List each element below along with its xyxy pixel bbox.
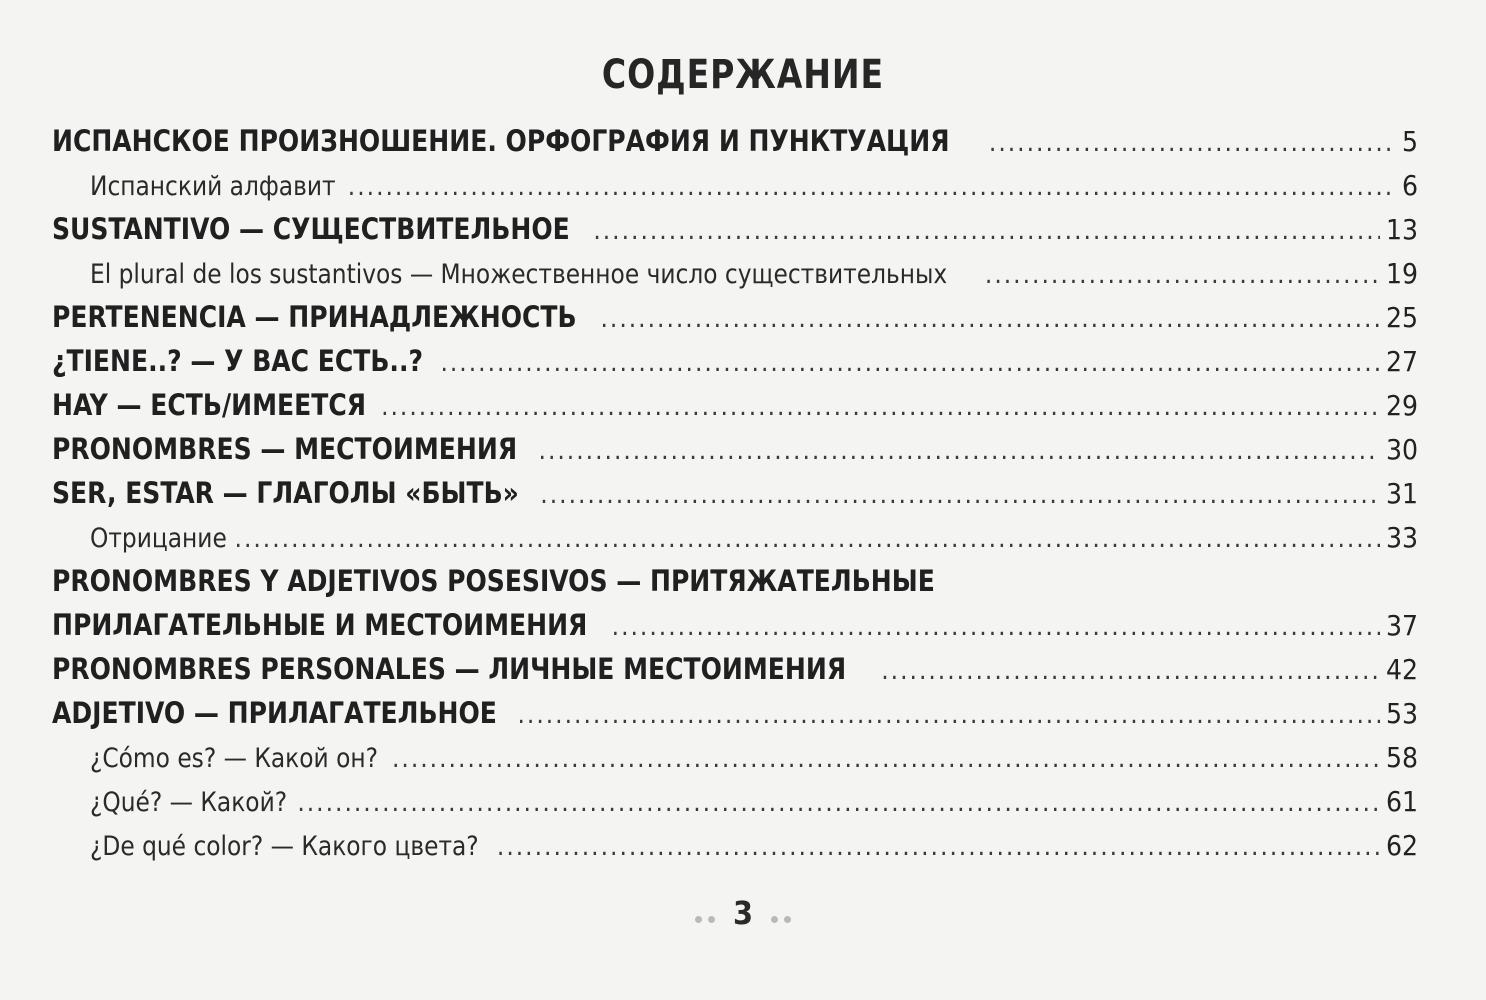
toc-entry-page: 13 bbox=[1385, 213, 1418, 246]
toc-entry-title: ПРИЛАГАТЕЛЬНЫЕ И МЕСТОИМЕНИЯ bbox=[52, 608, 588, 642]
toc-entry bbox=[0, 250, 1486, 290]
dot-leader bbox=[297, 790, 1380, 816]
toc-entry bbox=[0, 426, 1486, 466]
toc-entry-page: 29 bbox=[1385, 389, 1418, 422]
toc-entry-page: 5 bbox=[1401, 125, 1418, 158]
dot-leader bbox=[517, 702, 1379, 728]
toc-entry-title: ИСПАНСКОЕ ПРОИЗНОШЕНИЕ. ОРФОГРАФИЯ И ПУНКТУАЦИЯ bbox=[52, 124, 950, 158]
toc-entry bbox=[0, 294, 1486, 334]
toc-entry-page: 19 bbox=[1385, 257, 1418, 290]
toc-entry-page: 62 bbox=[1385, 829, 1418, 862]
dot-leader bbox=[540, 482, 1380, 508]
toc-entry-title: ¿Qué? — Какой? bbox=[90, 787, 288, 818]
dot-leader bbox=[348, 174, 1396, 200]
toc-entry-title: ¿De qué color? — Какого цвета? bbox=[90, 831, 479, 862]
toc-entry bbox=[0, 206, 1486, 246]
toc-entry-page: 53 bbox=[1385, 697, 1418, 730]
dot-leader bbox=[497, 834, 1380, 860]
toc-entry-title: El plural de los sustantivos — Множественное число существительных bbox=[90, 259, 948, 290]
toc-entry-title: PRONOMBRES Y ADJETIVOS POSESIVOS — ПРИТЯЖАТЕЛЬНЫЕ bbox=[52, 564, 935, 598]
toc-entry-title: ADJETIVO — ПРИЛАГАТЕЛЬНОЕ bbox=[52, 696, 497, 730]
toc-entry-page: 58 bbox=[1385, 741, 1418, 774]
toc-entry-title: ¿TIENE..? — У ВАС ЕСТЬ..? bbox=[52, 344, 423, 378]
toc-entry-page: 37 bbox=[1385, 609, 1418, 642]
ornament-dot bbox=[708, 916, 715, 923]
toc-entry bbox=[0, 778, 1486, 818]
toc-entry bbox=[0, 602, 1486, 642]
dot-leader bbox=[600, 306, 1379, 332]
dot-leader bbox=[539, 438, 1380, 464]
dot-leader bbox=[612, 614, 1380, 640]
toc-entry-title: PRONOMBRES PERSONALES — ЛИЧНЫЕ МЕСТОИМЕНИЯ bbox=[52, 652, 847, 686]
toc-entry-page: 27 bbox=[1385, 345, 1418, 378]
toc-entry bbox=[0, 822, 1486, 862]
ornament-dot bbox=[771, 916, 778, 923]
toc-entry-page: 61 bbox=[1385, 785, 1418, 818]
toc-entry-title: SER, ESTAR — ГЛАГОЛЫ «БЫТЬ» bbox=[52, 476, 519, 510]
toc-entry-title: PERTENENCIA — ПРИНАДЛЕЖНОСТЬ bbox=[52, 300, 577, 334]
toc-entry-title: Отрицание bbox=[90, 523, 227, 554]
toc-entry bbox=[0, 162, 1486, 202]
toc-entry-page: 25 bbox=[1385, 301, 1418, 334]
toc-entry bbox=[0, 734, 1486, 774]
toc-entry bbox=[0, 690, 1486, 730]
dot-leader bbox=[235, 526, 1380, 552]
toc-entry bbox=[0, 470, 1486, 510]
dot-leader bbox=[392, 746, 1380, 772]
dot-leader bbox=[593, 218, 1380, 244]
toc-entry bbox=[0, 514, 1486, 554]
toc-entry-page: 30 bbox=[1385, 433, 1418, 466]
toc-entry-page: 31 bbox=[1385, 477, 1418, 510]
toc-entry-page: 33 bbox=[1385, 521, 1418, 554]
ornament-dot bbox=[784, 916, 791, 923]
toc-entry bbox=[0, 118, 1486, 158]
toc-entry-title: HAY — ЕСТЬ/ИМЕЕТСЯ bbox=[52, 388, 366, 422]
toc-entry-page: 42 bbox=[1385, 653, 1418, 686]
toc-entry-title: Испанский алфавит bbox=[90, 171, 336, 202]
dot-leader bbox=[440, 350, 1380, 376]
dot-leader bbox=[985, 262, 1380, 288]
page-title: СОДЕРЖАНИЕ bbox=[601, 52, 885, 98]
toc-entry bbox=[0, 382, 1486, 422]
toc-entry bbox=[0, 646, 1486, 686]
toc-entry-title: PRONOMBRES — МЕСТОИМЕНИЯ bbox=[52, 432, 518, 466]
toc-entry-title: SUSTANTIVO — СУЩЕСТВИТЕЛЬНОЕ bbox=[52, 212, 570, 246]
dot-leader bbox=[881, 658, 1380, 684]
page-footer bbox=[0, 894, 1486, 932]
toc-entry bbox=[0, 338, 1486, 378]
dot-leader bbox=[381, 394, 1380, 420]
ornament-dot bbox=[695, 916, 702, 923]
toc-entry-title: ¿Cómo es? — Какой он? bbox=[90, 743, 378, 774]
page-number: 3 bbox=[732, 894, 754, 932]
toc-entry-page: 6 bbox=[1401, 169, 1418, 202]
toc-entry bbox=[0, 558, 1486, 598]
dot-leader bbox=[989, 130, 1396, 156]
